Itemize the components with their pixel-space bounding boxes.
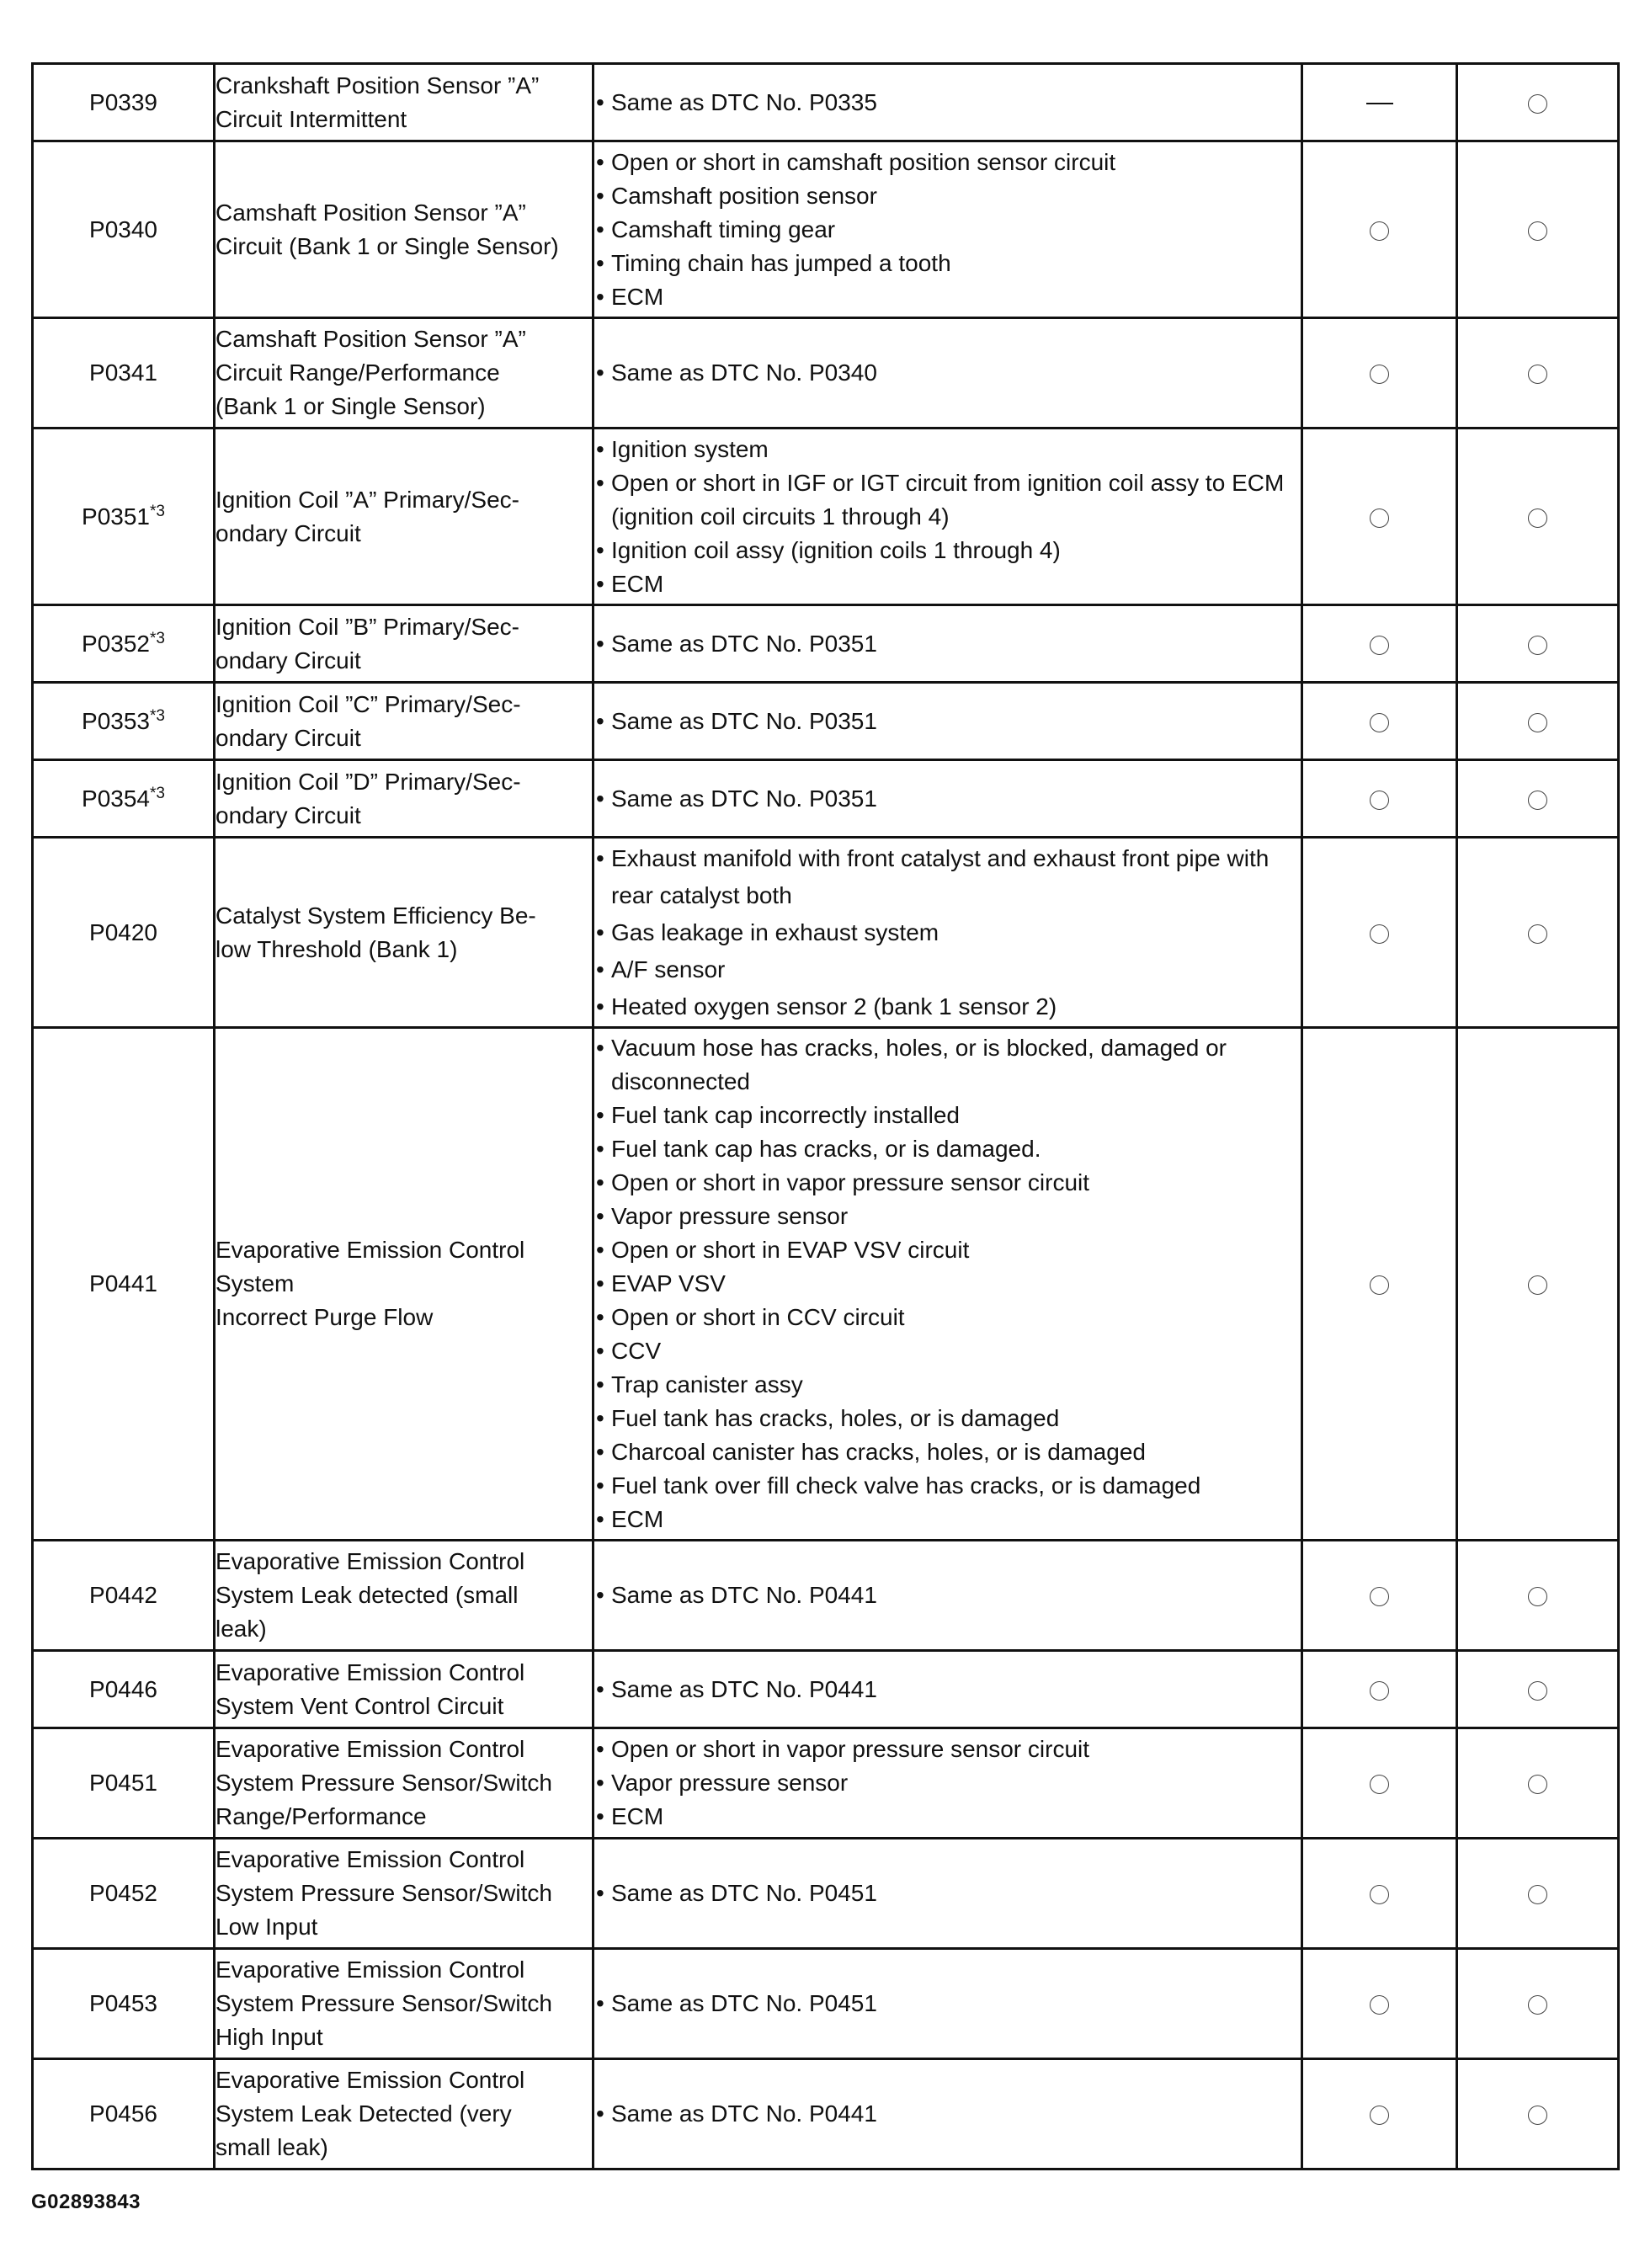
trouble-area-list	[594, 2097, 1301, 2131]
trouble-area-item: • Fuel tank over fill check valve has cracks, or is damaged	[594, 1469, 1301, 1503]
detection-item-cell	[215, 605, 593, 683]
trouble-area-item: • Same as DTC No. P0441	[594, 2097, 1301, 2131]
dtc-code: P0452	[89, 1880, 157, 1906]
check-cell-col5	[1457, 141, 1619, 318]
trouble-area-list	[594, 1733, 1301, 1834]
trouble-area-cell	[593, 760, 1302, 838]
circle-icon	[1370, 2106, 1389, 2125]
dtc-code-cell	[33, 760, 215, 838]
circle-icon	[1528, 221, 1547, 241]
dtc-code-cell	[33, 605, 215, 683]
circle-icon	[1528, 1775, 1547, 1794]
trouble-area-item: • ECM	[594, 280, 1301, 314]
dtc-code: P0420	[89, 918, 157, 945]
dtc-code: P0352	[82, 630, 150, 657]
trouble-area-cell	[593, 1839, 1302, 1949]
circle-icon	[1370, 924, 1389, 944]
circle-icon	[1370, 221, 1389, 241]
check-cell-col4	[1302, 429, 1457, 605]
detection-item-line: Evaporative Emission Control	[216, 2067, 525, 2093]
dtc-row	[33, 605, 1619, 683]
check-cell-col4	[1302, 1949, 1457, 2059]
dtc-row	[33, 1839, 1619, 1949]
dtc-code: P0451	[89, 1770, 157, 1796]
detection-item-cell	[215, 429, 593, 605]
detection-item-cell	[215, 1541, 593, 1651]
trouble-area-list	[594, 146, 1301, 314]
detection-item-line: Incorrect Purge Flow	[216, 1304, 434, 1330]
trouble-area-item: • Fuel tank cap has cracks, or is damaged.	[594, 1132, 1301, 1166]
trouble-area-item: • Same as DTC No. P0351	[594, 705, 1301, 738]
circle-icon	[1528, 508, 1547, 528]
circle-icon	[1528, 924, 1547, 944]
detection-item-line: Ignition Coil ”B” Primary/Sec-	[216, 613, 519, 640]
dtc-code-cell	[33, 318, 215, 429]
trouble-area-item: • Same as DTC No. P0351	[594, 627, 1301, 661]
dtc-code-cell	[33, 2059, 215, 2170]
check-cell-col5	[1457, 318, 1619, 429]
detection-item-cell	[215, 1839, 593, 1949]
dtc-code: P0442	[89, 1582, 157, 1608]
circle-icon	[1370, 508, 1389, 528]
dtc-code-cell	[33, 64, 215, 141]
check-cell-col4	[1302, 64, 1457, 141]
dtc-code: P0341	[89, 359, 157, 386]
trouble-area-list	[594, 356, 1301, 390]
trouble-area-item: • Vacuum hose has cracks, holes, or is blocked, damaged or disconnected	[594, 1031, 1301, 1099]
dtc-code: P0446	[89, 1675, 157, 1702]
check-cell-col5	[1457, 1028, 1619, 1541]
detection-item-line: ondary Circuit	[216, 724, 361, 751]
dtc-row	[33, 760, 1619, 838]
trouble-area-list	[594, 1877, 1301, 1910]
detection-item-cell	[215, 318, 593, 429]
dtc-row	[33, 1541, 1619, 1651]
circle-icon	[1370, 1681, 1389, 1701]
dtc-code: P0339	[89, 88, 157, 115]
trouble-area-item: • Ignition system	[594, 433, 1301, 466]
circle-icon	[1370, 1995, 1389, 2015]
check-cell-col5	[1457, 760, 1619, 838]
detection-item-cell	[215, 1949, 593, 2059]
trouble-area-item: • Camshaft position sensor	[594, 179, 1301, 213]
trouble-area-cell	[593, 683, 1302, 760]
trouble-area-list	[594, 627, 1301, 661]
detection-item-line: ondary Circuit	[216, 647, 361, 673]
dtc-table-body	[33, 64, 1619, 2170]
trouble-area-item: • Same as DTC No. P0451	[594, 1877, 1301, 1910]
dtc-row	[33, 838, 1619, 1028]
detection-item-line: Evaporative Emission Control	[216, 1548, 525, 1574]
trouble-area-item: • Gas leakage in exhaust system	[594, 914, 1301, 951]
dtc-code: P0340	[89, 216, 157, 242]
trouble-area-list	[594, 782, 1301, 816]
check-cell-col5	[1457, 429, 1619, 605]
detection-item-line: System Leak detected (small	[216, 1582, 519, 1608]
check-cell-col5	[1457, 1839, 1619, 1949]
check-cell-col4	[1302, 760, 1457, 838]
circle-icon	[1370, 791, 1389, 810]
check-cell-col5	[1457, 683, 1619, 760]
trouble-area-item: • ECM	[594, 1800, 1301, 1834]
check-cell-col5	[1457, 64, 1619, 141]
trouble-area-list	[594, 1987, 1301, 2020]
detection-item-line: Ignition Coil ”D” Primary/Sec-	[216, 768, 521, 795]
trouble-area-cell	[593, 1028, 1302, 1541]
dtc-table	[31, 62, 1620, 2170]
dtc-code: P0441	[89, 1270, 157, 1296]
circle-icon	[1528, 791, 1547, 810]
trouble-area-cell	[593, 2059, 1302, 2170]
detection-item-cell	[215, 1728, 593, 1839]
detection-item-line: Circuit Range/Performance	[216, 359, 500, 386]
detection-item-line: Evaporative Emission Control	[216, 1658, 525, 1685]
check-cell-col5	[1457, 1651, 1619, 1728]
detection-item-line: System	[216, 1270, 295, 1296]
trouble-area-item: • Vapor pressure sensor	[594, 1766, 1301, 1800]
footnote-mark: *3	[150, 706, 165, 725]
trouble-area-item: • Heated oxygen sensor 2 (bank 1 sensor 2)	[594, 988, 1301, 1025]
detection-item-line: Camshaft Position Sensor ”A”	[216, 199, 526, 226]
trouble-area-item: • ECM	[594, 567, 1301, 601]
circle-icon	[1528, 636, 1547, 655]
dtc-code-cell	[33, 1028, 215, 1541]
detection-item-line: Camshaft Position Sensor ”A”	[216, 326, 526, 352]
detection-item-line: High Input	[216, 2024, 323, 2050]
circle-icon	[1370, 1775, 1389, 1794]
dtc-code: P0354	[82, 785, 150, 812]
circle-icon	[1370, 713, 1389, 732]
dtc-code-cell	[33, 141, 215, 318]
trouble-area-item: • Fuel tank cap incorrectly installed	[594, 1099, 1301, 1132]
detection-item-line: Evaporative Emission Control	[216, 1957, 525, 1983]
check-cell-col5	[1457, 1541, 1619, 1651]
detection-item-line: System Pressure Sensor/Switch	[216, 1770, 552, 1796]
trouble-area-item: • Same as DTC No. P0340	[594, 356, 1301, 390]
detection-item-line: System Pressure Sensor/Switch	[216, 1880, 552, 1906]
trouble-area-list	[594, 1579, 1301, 1612]
dtc-row	[33, 64, 1619, 141]
dtc-code: P0351	[82, 503, 150, 530]
dtc-code-cell	[33, 1728, 215, 1839]
trouble-area-item: • Camshaft timing gear	[594, 213, 1301, 247]
detection-item-cell	[215, 64, 593, 141]
detection-item-line: Low Input	[216, 1914, 318, 1940]
trouble-area-item: • Same as DTC No. P0335	[594, 86, 1301, 120]
trouble-area-item: • Open or short in EVAP VSV circuit	[594, 1233, 1301, 1267]
check-cell-col4	[1302, 1728, 1457, 1839]
check-cell-col4	[1302, 1839, 1457, 1949]
trouble-area-item: • A/F sensor	[594, 951, 1301, 988]
check-cell-col4	[1302, 1541, 1457, 1651]
check-cell-col5	[1457, 605, 1619, 683]
check-cell-col5	[1457, 1728, 1619, 1839]
dtc-code-cell	[33, 1541, 215, 1651]
check-cell-col4	[1302, 141, 1457, 318]
circle-icon	[1370, 365, 1389, 384]
trouble-area-item: • Same as DTC No. P0351	[594, 782, 1301, 816]
detection-item-line: Ignition Coil ”C” Primary/Sec-	[216, 690, 521, 717]
trouble-area-cell	[593, 64, 1302, 141]
trouble-area-item: • CCV	[594, 1334, 1301, 1368]
trouble-area-cell	[593, 1651, 1302, 1728]
detection-item-line: low Threshold (Bank 1)	[216, 935, 458, 962]
detection-item-line: Circuit (Bank 1 or Single Sensor)	[216, 232, 559, 259]
check-cell-col4	[1302, 683, 1457, 760]
dtc-code: P0453	[89, 1990, 157, 2016]
circle-icon	[1370, 1885, 1389, 1904]
circle-icon	[1528, 94, 1547, 114]
detection-item-line: (Bank 1 or Single Sensor)	[216, 393, 486, 419]
check-cell-col5	[1457, 838, 1619, 1028]
footnote-mark: *3	[150, 502, 165, 520]
detection-item-cell	[215, 683, 593, 760]
trouble-area-item: • Same as DTC No. P0441	[594, 1579, 1301, 1612]
check-cell-col4	[1302, 2059, 1457, 2170]
detection-item-line: Range/Performance	[216, 1803, 427, 1829]
detection-item-line: Crankshaft Position Sensor ”A”	[216, 72, 540, 98]
dtc-row	[33, 1028, 1619, 1541]
trouble-area-cell	[593, 141, 1302, 318]
detection-item-line: Ignition Coil ”A” Primary/Sec-	[216, 486, 519, 513]
trouble-area-item: • Open or short in camshaft position sensor circuit	[594, 146, 1301, 179]
dtc-code-cell	[33, 1651, 215, 1728]
footnote-mark: *3	[150, 784, 165, 802]
trouble-area-item: • Same as DTC No. P0451	[594, 1987, 1301, 2020]
dtc-code-cell	[33, 429, 215, 605]
trouble-area-item: • Timing chain has jumped a tooth	[594, 247, 1301, 280]
trouble-area-list	[594, 86, 1301, 120]
trouble-area-item: • Ignition coil assy (ignition coils 1 through 4)	[594, 534, 1301, 567]
circle-icon	[1370, 1275, 1389, 1295]
trouble-area-item: • Same as DTC No. P0441	[594, 1673, 1301, 1706]
circle-icon	[1528, 2106, 1547, 2125]
circle-icon	[1370, 636, 1389, 655]
detection-item-line: ondary Circuit	[216, 519, 361, 546]
circle-icon	[1528, 1681, 1547, 1701]
dtc-code-cell	[33, 1949, 215, 2059]
check-cell-col4	[1302, 1028, 1457, 1541]
trouble-area-cell	[593, 605, 1302, 683]
trouble-area-item: • ECM	[594, 1503, 1301, 1536]
detection-item-cell	[215, 2059, 593, 2170]
circle-icon	[1528, 1995, 1547, 2015]
trouble-area-list	[594, 840, 1301, 1025]
trouble-area-item: • Fuel tank has cracks, holes, or is damaged	[594, 1402, 1301, 1435]
trouble-area-item: • Charcoal canister has cracks, holes, or is damaged	[594, 1435, 1301, 1469]
trouble-area-item: • Open or short in vapor pressure sensor circuit	[594, 1166, 1301, 1200]
trouble-area-cell	[593, 429, 1302, 605]
circle-icon	[1528, 1275, 1547, 1295]
trouble-area-cell	[593, 1728, 1302, 1839]
detection-item-cell	[215, 1651, 593, 1728]
check-cell-col4	[1302, 1651, 1457, 1728]
trouble-area-list	[594, 1673, 1301, 1706]
dtc-code: P0353	[82, 707, 150, 734]
dtc-row	[33, 141, 1619, 318]
dtc-code: P0456	[89, 2100, 157, 2127]
dash-mark	[1366, 103, 1393, 104]
trouble-area-cell	[593, 1541, 1302, 1651]
circle-icon	[1370, 1587, 1389, 1606]
check-cell-col4	[1302, 318, 1457, 429]
trouble-area-item: • Vapor pressure sensor	[594, 1200, 1301, 1233]
circle-icon	[1528, 365, 1547, 384]
detection-item-line: System Leak Detected (very	[216, 2100, 512, 2127]
trouble-area-cell	[593, 838, 1302, 1028]
detection-item-line: Evaporative Emission Control	[216, 1846, 525, 1872]
trouble-area-list	[594, 705, 1301, 738]
detection-item-line: small leak)	[216, 2134, 328, 2160]
detection-item-cell	[215, 141, 593, 318]
dtc-row	[33, 318, 1619, 429]
dtc-row	[33, 1949, 1619, 2059]
check-cell-col5	[1457, 1949, 1619, 2059]
detection-item-line: Evaporative Emission Control	[216, 1237, 525, 1263]
trouble-area-item: • EVAP VSV	[594, 1267, 1301, 1301]
trouble-area-item: • Open or short in vapor pressure sensor circuit	[594, 1733, 1301, 1766]
dtc-code-cell	[33, 838, 215, 1028]
detection-item-line: Catalyst System Efficiency Be-	[216, 902, 536, 929]
circle-icon	[1528, 1587, 1547, 1606]
check-cell-col4	[1302, 838, 1457, 1028]
dtc-row	[33, 2059, 1619, 2170]
check-cell-col4	[1302, 605, 1457, 683]
detection-item-line: leak)	[216, 1616, 267, 1642]
dtc-code-cell	[33, 1839, 215, 1949]
trouble-area-item: • Exhaust manifold with front catalyst and exhaust front pipe with rear catalyst both	[594, 840, 1301, 914]
dtc-row	[33, 1728, 1619, 1839]
dtc-code-cell	[33, 683, 215, 760]
dtc-row	[33, 429, 1619, 605]
check-cell-col5	[1457, 2059, 1619, 2170]
detection-item-line: System Vent Control Circuit	[216, 1692, 504, 1719]
detection-item-cell	[215, 1028, 593, 1541]
trouble-area-item: • Open or short in CCV circuit	[594, 1301, 1301, 1334]
figure-id: G02893843	[31, 2191, 141, 2213]
dtc-row	[33, 1651, 1619, 1728]
detection-item-line: System Pressure Sensor/Switch	[216, 1990, 552, 2016]
detection-item-cell	[215, 760, 593, 838]
circle-icon	[1528, 1885, 1547, 1904]
trouble-area-list	[594, 1031, 1301, 1536]
detection-item-line: Circuit Intermittent	[216, 105, 407, 132]
dtc-row	[33, 683, 1619, 760]
detection-item-line: ondary Circuit	[216, 801, 361, 828]
trouble-area-item: • Open or short in IGF or IGT circuit from ignition coil assy to ECM (ignition coil circuits 1 through 4)	[594, 466, 1301, 534]
footnote-mark: *3	[150, 629, 165, 647]
detection-item-cell	[215, 838, 593, 1028]
trouble-area-item: • Trap canister assy	[594, 1368, 1301, 1402]
trouble-area-cell	[593, 318, 1302, 429]
detection-item-line: Evaporative Emission Control	[216, 1736, 525, 1762]
circle-icon	[1528, 713, 1547, 732]
trouble-area-list	[594, 433, 1301, 601]
trouble-area-cell	[593, 1949, 1302, 2059]
